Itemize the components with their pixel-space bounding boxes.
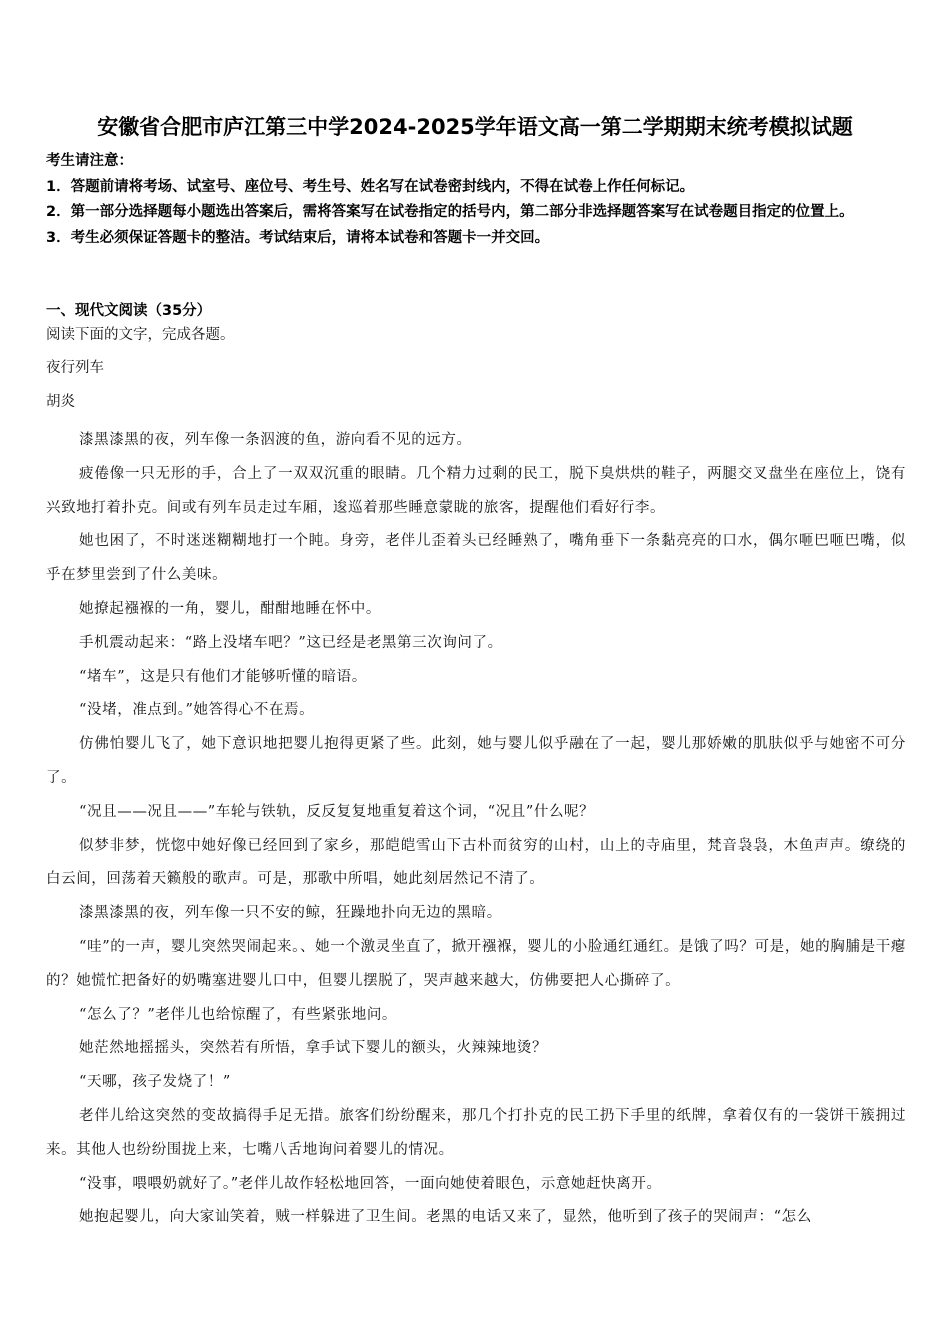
document-title: 安徽省合肥市庐江第三中学2024-2025学年语文高一第二学期期末统考模拟试题: [97, 115, 853, 139]
story-paragraph: 她也困了，不时迷迷糊糊地打一个盹。身旁，老伴儿歪着头已经睡熟了，嘴角垂下一条黏亮亮的口水，偶尔咂巴咂巴嘴，似乎在梦里尝到了什么美味。: [46, 533, 906, 584]
story-author: 胡炎: [46, 394, 75, 410]
story-paragraph: “堵车”，这是只有他们才能够听懂的暗语。: [79, 668, 367, 685]
story-paragraph: 漆黑漆黑的夜，列车像一只不安的鲸，狂躁地扑向无边的黑暗。: [79, 905, 502, 922]
notice-heading: 考生请注意：: [46, 153, 133, 169]
story-paragraph: 漆黑漆黑的夜，列车像一条泅渡的鱼，游向看不见的远方。: [79, 432, 472, 448]
story-body: [46, 424, 906, 1235]
story-paragraph: 她茫然地摇摇头，突然若有所悟，拿手试下婴儿的额头，火辣辣地烫？: [79, 1040, 548, 1057]
story-paragraph: 她抱起婴儿，向大家讪笑着，贼一样躲进了卫生间。老黑的电话又来了，显然，他听到了孩子的哭闹声：“怎么: [79, 1209, 812, 1226]
section-heading: 一、现代文阅读（35分）: [46, 303, 212, 319]
story-paragraph: “况且——况且——”车轮与铁轨，反反复复地重复着这个词，“况且”什么呢？: [79, 803, 595, 820]
story-paragraph: “没堵，准点到。”她答得心不在焉。: [79, 702, 315, 719]
notice-item: 2．第一部分选择题每小题选出答案后，需将答案写在试卷指定的括号内，第二部分非选择题答案写在试卷题目指定的位置上。: [46, 204, 854, 220]
notice-item: 3．考生必须保证答题卡的整洁。考试结束后，请将本试卷和答题卡一并交回。: [46, 229, 550, 246]
notice-item: 1．答题前请将考场、试室号、座位号、考生号、姓名写在试卷密封线内，不得在试卷上作任何标记。: [46, 178, 695, 195]
story-paragraph: 她撩起襁褓的一角，婴儿，酣酣地睡在怀中。: [79, 600, 381, 617]
exam-notice: [46, 149, 906, 251]
section-instruction: 阅读下面的文字，完成各题。: [46, 327, 235, 343]
story-paragraph: 手机震动起来：“路上没堵车吧？”这已经是老黑第三次询问了。: [79, 634, 503, 651]
story-paragraph: 仿佛怕婴儿飞了，她下意识地把婴儿抱得更紧了些。此刻，她与婴儿似乎融在了一起，婴儿那娇嫩的肌肤似乎与她密不可分了。: [46, 736, 906, 786]
story-paragraph: “没事，喂喂奶就好了。”老伴儿故作轻松地回答，一面向她使着眼色，示意她赶快离开。: [79, 1175, 662, 1192]
story-paragraph: “天哪，孩子发烧了！”: [79, 1074, 231, 1091]
story-paragraph: 疲倦像一只无形的手，合上了一双双沉重的眼睛。几个精力过剩的民工，脱下臭烘烘的鞋子，两腿交叉盘坐在座位上，饶有兴致地打着扑克。间或有列车员走过车厢，逡巡着那些睡意蒙眬的旅客，提醒他们看好行李。: [46, 465, 906, 516]
story-title: 夜行列车: [46, 360, 104, 376]
story-paragraph: 似梦非梦，恍惚中她好像已经回到了家乡，那皑皑雪山下古朴而贫穷的山村，山上的寺庙里，梵音袅袅，木鱼声声。缭绕的白云间，回荡着天籁般的歌声。可是，那歌中所唱，她此刻居然记不清了。: [46, 837, 906, 888]
story-paragraph: “哇”的一声，婴儿突然哭闹起来。、她一个激灵坐直了，掀开襁褓，婴儿的小脸通红通红。是饿了吗？可是，她的胸脯是干瘪的？她慌忙把备好的奶嘴塞进婴儿口中，但婴儿摆脱了，哭声越来越大，仿佛要把人心撕碎了。: [46, 938, 906, 989]
story-paragraph: 老伴儿给这突然的变故搞得手足无措。旅客们纷纷醒来，那几个打扑克的民工扔下手里的纸牌，拿着仅有的一袋饼干簇拥过来。其他人也纷纷围拢上来，七嘴八舌地询问着婴儿的情况。: [46, 1107, 906, 1158]
story-paragraph: “怎么了？”老伴儿也给惊醒了，有些紧张地问。: [79, 1006, 398, 1023]
